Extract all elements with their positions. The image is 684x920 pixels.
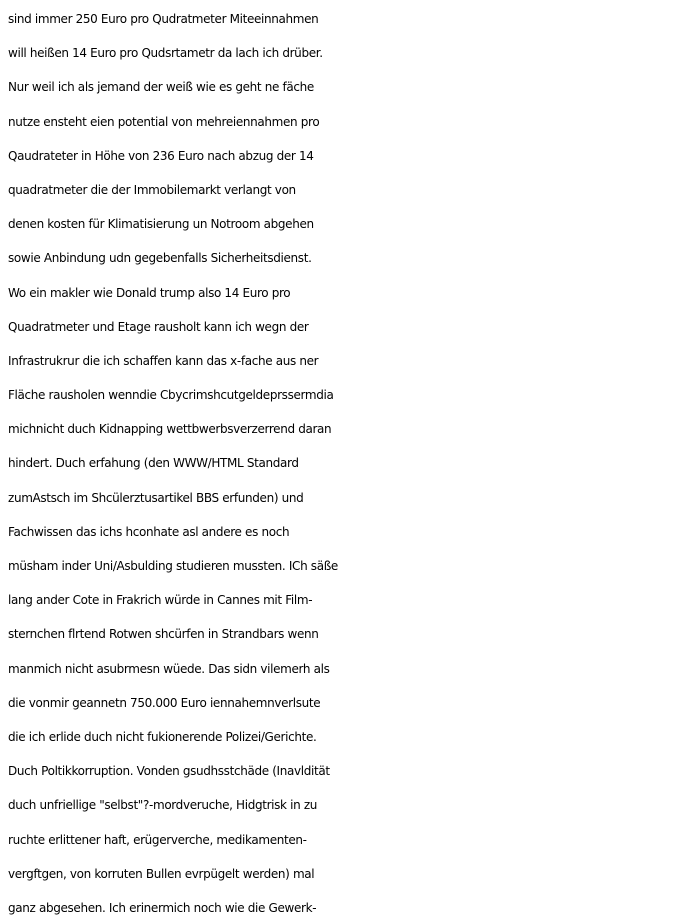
text-line: sowie Anbindung udn gegebenfalls Sicherheitsdienst. (8, 251, 312, 266)
text-line: nutze ensteht eien potential von mehreiennahmen pro (8, 114, 320, 129)
body-text (8, 2, 684, 920)
text-line: lang ander Cote in Frakrich würde in Cannes mit Film- (8, 593, 313, 608)
text-line: Wo ein makler wie Donald trump also 14 Euro pro (8, 285, 291, 300)
text-line: Fläche rausholen wenndie Cbycrimshcutgeldeprssermdia (8, 388, 334, 403)
text-line: sind immer 250 Euro pro Qudratmeter Miteeinnahmen (8, 12, 319, 26)
text-line: müsham inder Uni/Asbulding studieren mussten. ICh säße (8, 559, 338, 573)
text-line: sternchen flrtend Rotwen shcürfen in Strandbars wenn (8, 627, 319, 642)
text-line: manmich nicht asubrmesn wüede. Das sidn vilemerh als (8, 661, 330, 676)
text-line: Quadratmeter und Etage rausholt kann ich wegn der (8, 319, 309, 334)
text-line: Nur weil ich als jemand der weiß wie es geht ne fäche (8, 80, 314, 95)
text-line: Qaudrateter in Höhe von 236 Euro nach abzug der 14 (8, 148, 314, 163)
text-line: die vonmir geannetn 750.000 Euro iennahemnverlsute (8, 695, 321, 710)
text-line: die ich erlide duch nicht fukionerende Polizei/Gerichte. (8, 729, 317, 744)
text-line: will heißen 14 Euro pro Qudsrtametr da lach ich drüber. (8, 46, 323, 61)
text-line: denen kosten für Klimatisierung un Notroom abgehen (8, 217, 314, 232)
text-line: michnicht duch Kidnapping wettbwerbsverzerrend daran (8, 422, 332, 437)
text-line: vergftgen, von korruten Bullen evrpügelt werden) mal (8, 866, 315, 881)
text-line: Duch Poltikkorruption. Vonden gsudhsstchäde (Inavldität (8, 764, 330, 779)
text-line: Infrastrukrur die ich schaffen kann das x-fache aus ner (8, 353, 319, 368)
text-line: quadratmeter die der Immobilemarkt verlangt von (8, 182, 296, 197)
text-line: ruchte erlittener haft, erügerverche, medikamenten- (8, 832, 307, 847)
text-line: Fachwissen das ichs hconhate asl andere es noch (8, 524, 290, 539)
text-line: ganz abgesehen. Ich erinermich noch wie die Gewerk- (8, 900, 317, 915)
text-line: duch unfriellige "selbst"?-mordveruche, Hidgtrisk in zu (8, 798, 318, 813)
text-line: hindert. Duch erfahung (den WWW/HTML Standard (8, 456, 299, 471)
text-line: zumAstsch im Shcülerztusartikel BBS erfunden) und (8, 490, 304, 505)
